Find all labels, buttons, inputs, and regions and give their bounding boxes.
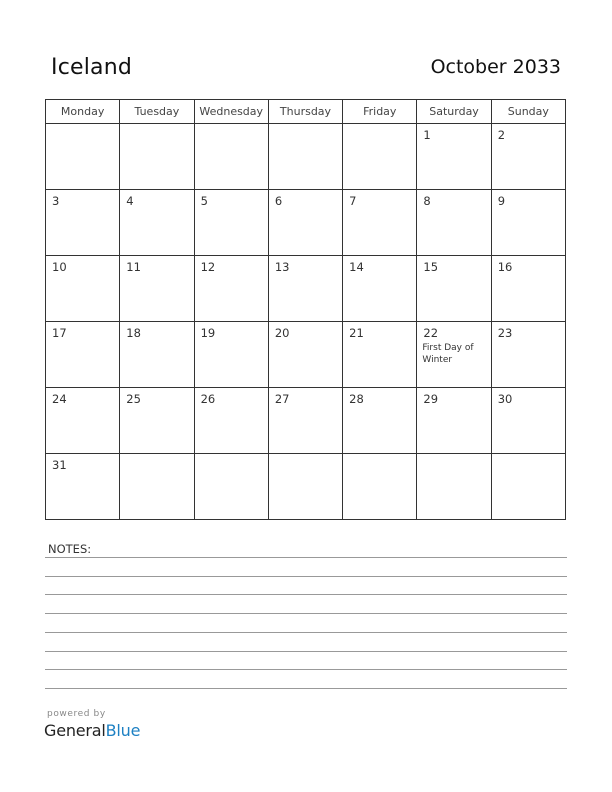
day-cell[interactable] xyxy=(46,388,120,454)
day-cell[interactable] xyxy=(268,322,342,388)
day-cell[interactable] xyxy=(46,256,120,322)
day-cell[interactable] xyxy=(120,190,194,256)
day-cell[interactable] xyxy=(46,322,120,388)
day-number: 20 xyxy=(274,326,290,340)
day-number xyxy=(343,124,416,129)
day-number: 15 xyxy=(423,260,439,274)
note-line[interactable] xyxy=(45,669,567,670)
day-number: 6 xyxy=(274,194,283,208)
day-cell[interactable] xyxy=(417,124,491,190)
day-number: 17 xyxy=(52,326,67,340)
week-row xyxy=(46,190,566,256)
holiday-label: First Day of Winter xyxy=(422,343,474,365)
empty-day-cell xyxy=(268,124,342,190)
day-cell[interactable] xyxy=(417,322,491,388)
weekday-header-row xyxy=(46,100,566,124)
day-number: 8 xyxy=(423,194,431,208)
day-cell[interactable] xyxy=(417,190,491,256)
day-number: 21 xyxy=(349,326,364,340)
day-number: 31 xyxy=(52,458,67,472)
day-cell[interactable] xyxy=(491,322,565,388)
day-number: 11 xyxy=(126,260,141,274)
day-cell[interactable] xyxy=(120,322,194,388)
day-cell[interactable] xyxy=(343,322,417,388)
brand-blue: Blue xyxy=(105,721,141,740)
day-cell[interactable] xyxy=(268,256,342,322)
day-number: 30 xyxy=(497,392,513,406)
day-cell[interactable] xyxy=(343,190,417,256)
day-number: 5 xyxy=(200,194,208,208)
day-cell[interactable] xyxy=(194,322,268,388)
powered-by-text: powered by xyxy=(47,709,106,719)
day-cell[interactable] xyxy=(491,124,565,190)
brand-general: General xyxy=(44,721,106,740)
day-cell[interactable] xyxy=(343,388,417,454)
day-cell[interactable] xyxy=(194,190,268,256)
empty-day-cell xyxy=(194,124,268,190)
day-number: 22 xyxy=(423,326,439,340)
empty-day-cell xyxy=(194,454,268,520)
notes-label: NOTES: xyxy=(48,542,92,556)
empty-day-cell xyxy=(417,454,491,520)
day-number: 10 xyxy=(52,260,67,274)
week-row xyxy=(46,388,566,454)
empty-day-cell xyxy=(343,124,417,190)
day-number: 13 xyxy=(274,260,290,274)
day-number: 27 xyxy=(274,392,290,406)
note-line[interactable] xyxy=(45,613,567,614)
empty-day-cell xyxy=(268,454,342,520)
day-cell[interactable] xyxy=(194,388,268,454)
day-cell[interactable] xyxy=(120,388,194,454)
day-number: 1 xyxy=(423,128,431,142)
day-number: 28 xyxy=(349,392,364,406)
day-cell[interactable] xyxy=(194,256,268,322)
day-number xyxy=(120,124,193,129)
day-number: 14 xyxy=(349,260,364,274)
weekday-header: Friday xyxy=(343,100,417,124)
day-number: 2 xyxy=(497,128,506,142)
day-number xyxy=(195,124,268,129)
day-number xyxy=(269,454,342,459)
day-number xyxy=(492,454,565,459)
day-number xyxy=(120,454,193,459)
note-line[interactable] xyxy=(45,557,567,558)
day-cell[interactable] xyxy=(46,454,120,520)
day-number: 16 xyxy=(497,260,513,274)
day-cell[interactable] xyxy=(46,190,120,256)
note-line[interactable] xyxy=(45,594,567,595)
week-row xyxy=(46,124,566,190)
country-title: Iceland xyxy=(51,55,133,80)
weekday-header: Saturday xyxy=(417,100,491,124)
day-cell[interactable] xyxy=(268,388,342,454)
week-row xyxy=(46,256,566,322)
note-line[interactable] xyxy=(45,576,567,577)
weekday-header: Monday xyxy=(46,100,120,124)
note-line[interactable] xyxy=(45,632,567,633)
empty-day-cell xyxy=(491,454,565,520)
day-number: 23 xyxy=(497,326,513,340)
empty-day-cell xyxy=(46,124,120,190)
week-row xyxy=(46,322,566,388)
day-cell[interactable] xyxy=(491,388,565,454)
note-line[interactable] xyxy=(45,688,567,689)
empty-day-cell xyxy=(120,454,194,520)
day-number: 7 xyxy=(349,194,357,208)
day-number: 25 xyxy=(126,392,141,406)
empty-day-cell xyxy=(343,454,417,520)
day-number xyxy=(343,454,416,459)
day-cell[interactable] xyxy=(491,190,565,256)
calendar-grid xyxy=(45,99,566,520)
day-number: 19 xyxy=(200,326,216,340)
day-cell[interactable] xyxy=(491,256,565,322)
week-row xyxy=(46,454,566,520)
day-cell[interactable] xyxy=(417,256,491,322)
day-number: 24 xyxy=(52,392,67,406)
day-number xyxy=(46,124,119,129)
day-cell[interactable] xyxy=(268,190,342,256)
day-number xyxy=(417,454,490,459)
note-line[interactable] xyxy=(45,651,567,652)
day-number: 3 xyxy=(52,194,60,208)
weekday-header: Wednesday xyxy=(194,100,268,124)
empty-day-cell xyxy=(120,124,194,190)
weekday-header: Sunday xyxy=(491,100,565,124)
day-number: 9 xyxy=(497,194,506,208)
day-cell[interactable] xyxy=(343,256,417,322)
weekday-header: Tuesday xyxy=(120,100,194,124)
day-cell[interactable] xyxy=(417,388,491,454)
weekday-header: Thursday xyxy=(268,100,342,124)
day-number: 18 xyxy=(126,326,141,340)
day-number: 4 xyxy=(126,194,134,208)
day-number: 26 xyxy=(200,392,216,406)
day-number xyxy=(195,454,268,459)
day-cell[interactable] xyxy=(120,256,194,322)
month-year-title: October 2033 xyxy=(430,56,561,78)
generalblue-logo[interactable] xyxy=(44,721,140,740)
day-number: 12 xyxy=(200,260,216,274)
day-number: 29 xyxy=(423,392,439,406)
day-number xyxy=(269,124,342,129)
